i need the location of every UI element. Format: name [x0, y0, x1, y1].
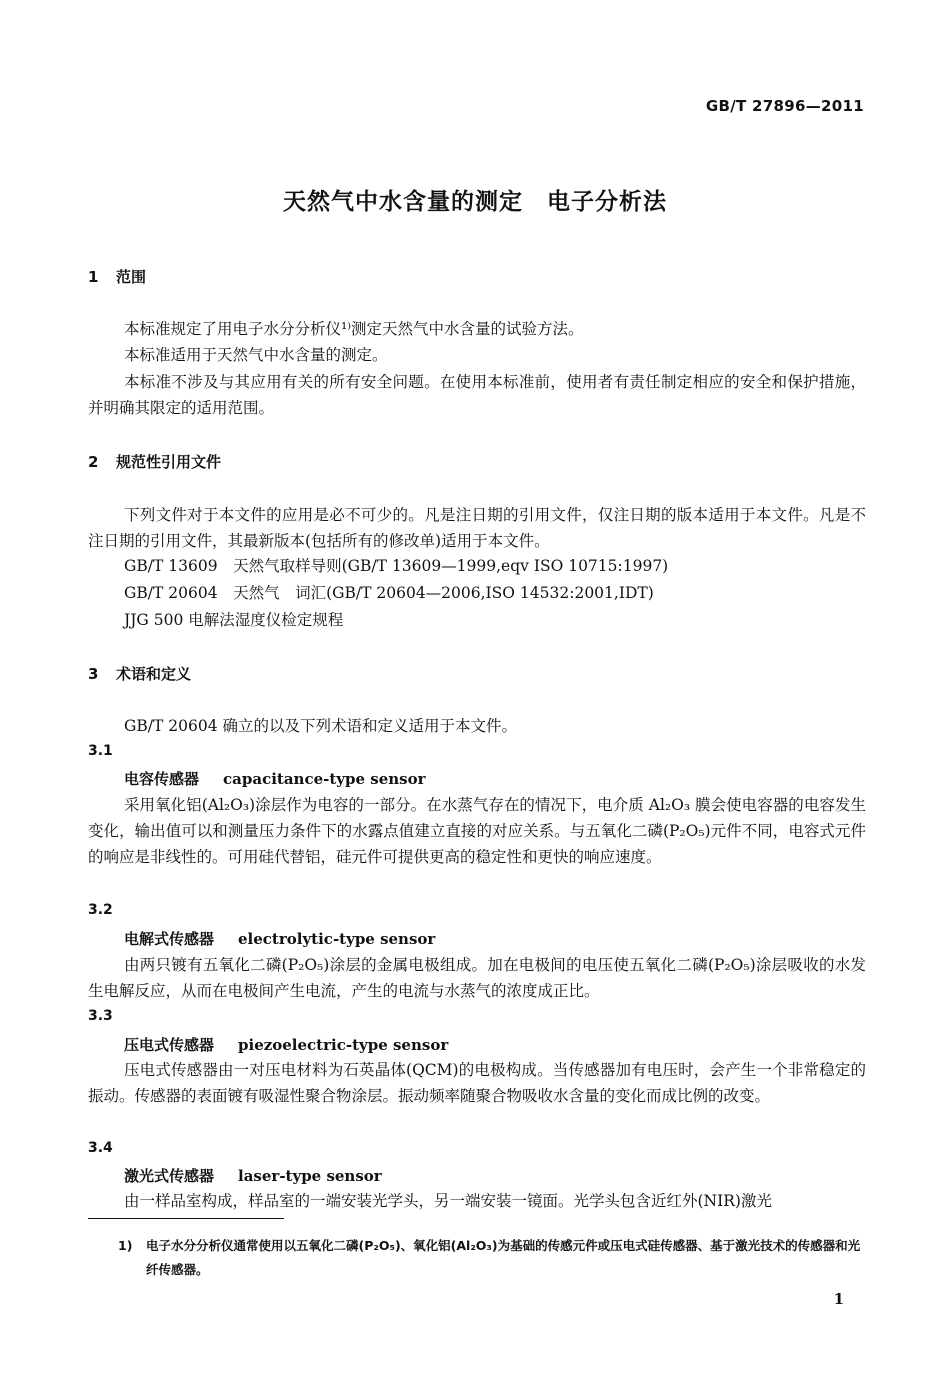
term-chinese: 激光式传感器 — [124, 1167, 215, 1185]
term-english: electrolytic-type sensor — [238, 930, 436, 948]
term-english: piezoelectric-type sensor — [238, 1036, 449, 1054]
clause-number: 3.1 — [88, 743, 113, 759]
term-definition: 由一样品室构成，样品室的一端安装光学头，另一端安装一镜面。光学头包含近红外(NIR)激光 — [124, 1192, 772, 1210]
term-heading — [124, 1165, 382, 1186]
section-1-heading — [88, 266, 146, 287]
term-heading — [124, 928, 435, 949]
section-number: 2 — [88, 453, 99, 471]
term-chinese: 电容传感器 — [124, 770, 200, 788]
document-title: 天然气中水含量的测定 电子分析法 — [283, 189, 667, 215]
scope-paragraph-1: 本标准规定了用电子水分分析仪¹⁾测定天然气中水含量的试验方法。 — [124, 320, 584, 338]
term-heading — [124, 768, 426, 789]
standard-number: GB/T 27896—2011 — [705, 97, 864, 115]
clause-number: 3.3 — [88, 1008, 113, 1024]
reference-item: JJG 500 电解法湿度仪检定规程 — [124, 611, 344, 629]
section-3-heading — [88, 663, 191, 684]
footnote — [118, 1234, 868, 1286]
section-title: 术语和定义 — [116, 665, 192, 683]
clause-number: 3.4 — [88, 1140, 113, 1156]
section-2-heading — [88, 451, 221, 472]
section-number: 1 — [88, 268, 99, 286]
term-definition: 压电式传感器由一对压电材料为石英晶体(QCM)的电极构成。当传感器加有电压时，会产生一个非常稳定的振动。传感器的表面镀有吸湿性聚合物涂层。振动频率随聚合物吸收水含量的变化而成比例的改变。 — [88, 1061, 866, 1105]
term-chinese: 压电式传感器 — [124, 1036, 215, 1054]
term-chinese: 电解式传感器 — [124, 930, 215, 948]
terms-intro: GB/T 20604 确立的以及下列术语和定义适用于本文件。 — [124, 717, 517, 735]
footnote-mark: 1) — [118, 1238, 133, 1253]
term-english: capacitance-type sensor — [223, 770, 426, 788]
section-title: 范围 — [116, 268, 147, 286]
reference-item: GB/T 20604 天然气 词汇(GB/T 20604—2006,ISO 14532:2001,IDT) — [124, 584, 654, 602]
term-definition: 由两只镀有五氧化二磷(P₂O₅)涂层的金属电极组成。加在电极间的电压使五氧化二磷(P₂O₅)涂层吸收的水发生电解反应，从而在电极间产生电流，产生的电流与水蒸气的浓度成正比。 — [88, 956, 866, 1000]
page-number: 1 — [833, 1290, 844, 1308]
references-paragraph: 下列文件对于本文件的应用是必不可少的。凡是注日期的引用文件，仅注日期的版本适用于本文件。凡是不注日期的引用文件，其最新版本(包括所有的修改单)适用于本文件。 — [88, 506, 866, 550]
term-english: laser-type sensor — [238, 1167, 382, 1185]
clause-number: 3.2 — [88, 902, 113, 918]
footnote-text: 电子水分分析仪通常使用以五氧化二磷(P₂O₅)、氧化铝(Al₂O₃)为基础的传感元件或压电式硅传感器、基于激光技术的传感器和光纤传感器。 — [146, 1238, 861, 1277]
footnote-separator — [88, 1218, 284, 1219]
scope-paragraph-3: 本标准不涉及与其应用有关的所有安全问题。在使用本标准前，使用者有责任制定相应的安全和保护措施，并明确其限定的适用范围。 — [88, 373, 866, 417]
term-heading — [124, 1034, 448, 1055]
reference-item: GB/T 13609 天然气取样导则(GB/T 13609—1999,eqv ISO 10715:1997) — [124, 557, 669, 575]
section-title: 规范性引用文件 — [116, 453, 222, 471]
section-number: 3 — [88, 665, 99, 683]
scope-paragraph-2: 本标准适用于天然气中水含量的测定。 — [124, 346, 388, 364]
term-definition: 采用氧化铝(Al₂O₃)涂层作为电容的一部分。在水蒸气存在的情况下，电介质 Al₂O₃ 膜会使电容器的电容发生变化，输出值可以和测量压力条件下的水露点值建立直接的对应关系。与五氧化二磷(P₂O₅)元件不同，电容式元件的响应是非线性的。可用硅代替铝，硅元件可提供更高的稳定性和更快的响应速度。 — [88, 796, 866, 866]
